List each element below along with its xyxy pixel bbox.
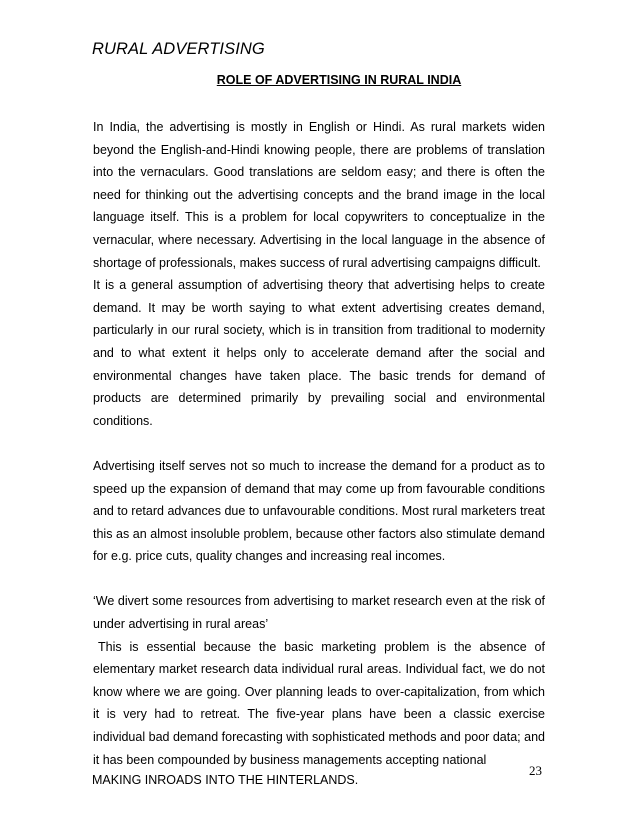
paragraph-market-research: This is essential because the basic marketing problem is the absence of elementary market research data individual rural areas. Individual fact, we do not know where we are going. Over planning leads to over-capitalization, from which it is very had to retreat. The five-year plans have been a classic exercise individual bad demand forecasting with sophisticated methods and poor data; and it has been compounded by business managements accepting national xyxy=(93,639,545,767)
running-footer: MAKING INROADS INTO THE HINTERLANDS. xyxy=(92,773,359,787)
paragraph-demand-theory: It is a general assumption of advertising theory that advertising helps to create demand. It may be worth saying to what extent advertising creates demand, particularly in our rural society, which is in transition from traditional to modernity and to what extent it helps only to accelerate demand after the social and environmental changes have taken place. The basic trends for demand of products are determined primarily by prevailing social and environmental conditions. xyxy=(93,278,545,428)
paragraph-translation: In India, the advertising is mostly in English or Hindi. As rural markets widen beyond the English-and-Hindi knowing people, there are problems of translation into the vernaculars. Good translations are seldom easy; and there is often the need for thinking out the advertising concepts and the brand image in the local language itself. This is a problem for local copywriters to conceptualize in the vernacular, where necessary. Advertising in the local language in the absence of shortage of professionals, makes success of rural advertising campaigns difficult. xyxy=(93,120,545,270)
section-title: ROLE OF ADVERTISING IN RURAL INDIA xyxy=(216,73,462,87)
page-number: 23 xyxy=(529,763,542,778)
paragraph-quote: ‘We divert some resources from advertising to market research even at the risk of under advertising in rural areas’ xyxy=(93,594,545,632)
running-header: RURAL ADVERTISING xyxy=(92,40,265,58)
paragraph-demand-expansion: Advertising itself serves not so much to increase the demand for a product as to speed up the expansion of demand that may come up from favourable conditions and to retard advances due to unfavourable conditions. Most rural marketers treat this as an almost insoluble problem, because other factors also stimulate demand for e.g. price cuts, quality changes and increasing real incomes. xyxy=(93,458,545,564)
body-text xyxy=(93,116,545,771)
